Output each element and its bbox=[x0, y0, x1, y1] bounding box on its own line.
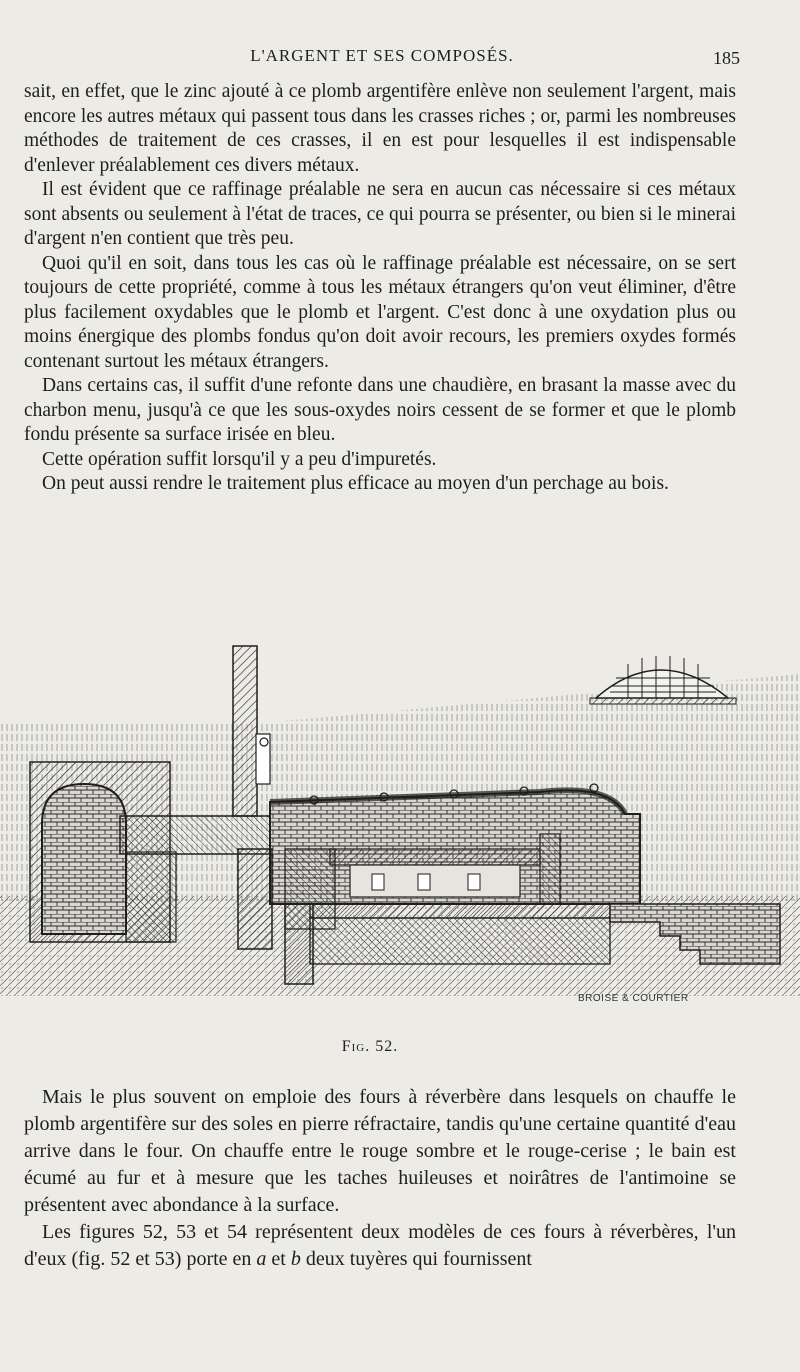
paragraph: sait, en effet, que le zinc ajouté à ce plomb argentifère enlève non seulement l'argent, mais encore les autres métaux qui passent tous dans les crasses riches ; or, parmi les nombreuses méthodes de traitement de ces crasses, il en est pour lesquelles il est indispensable d'enlever préalablement ces divers métaux. bbox=[24, 81, 736, 176]
paragraph: Cette opération suffit lorsqu'il y a peu d'impuretés. bbox=[42, 448, 437, 470]
furnace-engraving bbox=[0, 634, 800, 1020]
paragraph bbox=[24, 1219, 736, 1273]
paragraph: On peut aussi rendre le traitement plus efficace au moyen d'un perchage au bois. bbox=[42, 473, 669, 494]
body-text-top bbox=[24, 80, 736, 497]
letter-b: b bbox=[290, 1248, 301, 1270]
page-header bbox=[24, 44, 740, 72]
paragraph-text: et bbox=[266, 1248, 291, 1270]
engraver-signature: BROISE & COURTIER bbox=[578, 993, 689, 1004]
body-text-bottom bbox=[24, 1084, 736, 1273]
page-number: 185 bbox=[713, 48, 740, 68]
paragraph: Il est évident que ce raffinage préalable ne sera en aucun cas nécessaire si ces métaux sont absents ou seulement à l'état de traces, ce qui pourra se présenter, ou bien si le minerai d'argent n'en contient que très peu. bbox=[24, 179, 736, 249]
paragraph: Mais le plus souvent on emploie des fours à réverbère dans lesquels on chauffe le plomb argentifère sur des soles en pierre réfractaire, tandis qu'une certaine quantité d'eau arrive dans le four. On chauffe entre le rouge sombre et le rouge-cerise ; le bain est écumé au fur et à mesure que les taches huileuses et noirâtres de l'antimoine se présentent avec abondance à la surface. bbox=[24, 1086, 736, 1216]
letter-a: a bbox=[256, 1248, 267, 1270]
furnace-engraving-figure bbox=[0, 634, 800, 1020]
running-title: L'ARGENT ET SES COMPOSÉS. bbox=[250, 46, 514, 65]
paragraph: Quoi qu'il en soit, dans tous les cas où le raffinage préalable est nécessaire, on se sert toujours de cette propriété, comme à tous les métaux étrangers qu'on veut éliminer, d'être plus facilement oxydables que le plomb et l'argent. C'est donc à une oxydation plus ou moins énergique des plombs fondus qu'on doit avoir recours, les premiers oxydes formés contenant surtout les métaux étrangers. bbox=[24, 252, 736, 372]
paragraph-text: Les figures 52, 53 et 54 représentent deux modèles de ces fours à réverbères, l'un d'eux (fig. 52 et 53) porte en bbox=[24, 1221, 736, 1270]
paragraph-text: deux tuyères qui fournissent bbox=[300, 1248, 532, 1270]
figure-caption: Fig. 52. bbox=[341, 1038, 399, 1055]
paragraph: Dans certains cas, il suffit d'une refonte dans une chaudière, en brasant la masse avec du charbon menu, jusqu'à ce que les sous-oxydes noirs cessent de se former et que le plomb fondu présente sa surface irisée en bleu. bbox=[24, 375, 736, 445]
